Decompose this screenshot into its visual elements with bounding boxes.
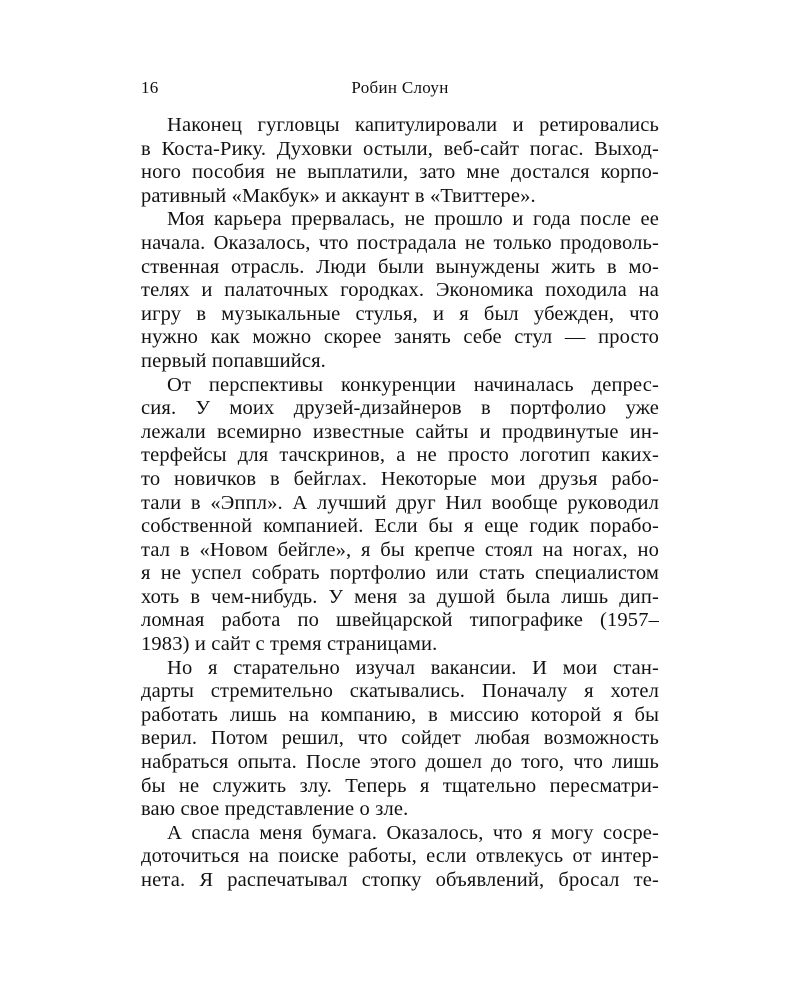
text-line: хоть в чем-нибудь. У меня за душой была лишь дип-	[141, 585, 659, 608]
text-line: ломная работа по швейцарской типографике (1957–	[141, 609, 659, 632]
text-line: верил. Потом решил, что сойдет любая возможность	[141, 727, 659, 750]
text-line: телях и палаточных городках. Экономика походила на	[141, 279, 659, 302]
text-line: начала. Оказалось, что пострадала не только продоволь-	[141, 231, 659, 254]
text-line: в Коста-Рику. Духовки остыли, веб-сайт погас. Выход-	[141, 137, 659, 160]
text-line: 1983) и сайт с тремя страницами.	[141, 633, 438, 656]
text-line: Но я старательно изучал вакансии. И мои стан-	[167, 656, 659, 679]
text-line: ственная отрасль. Люди были вынуждены жить в мо-	[141, 255, 659, 278]
text-line: лежали всемирно известные сайты и продвинутые ин-	[141, 420, 659, 443]
text-line: ваю свое представление о зле.	[141, 798, 409, 821]
text-line: терфейсы для тачскринов, а не просто логотип каких-	[141, 444, 659, 467]
text-line: набраться опыта. После этого дошел до того, что лишь	[141, 751, 659, 774]
running-title: Робин Слоун	[351, 78, 449, 97]
text-line: работать лишь на компанию, в миссию которой я бы	[141, 703, 659, 726]
text-line: А спасла меня бумага. Оказалось, что я могу сосре-	[167, 821, 659, 844]
text-line: От перспективы конкуренции начиналась депрес-	[167, 373, 659, 396]
text-line: ного пособия не выплатили, зато мне достался корпо-	[141, 161, 659, 184]
text-line: сия. У моих друзей-дизайнеров в портфолио уже	[141, 397, 659, 420]
page-number: 16	[141, 78, 159, 97]
text-line: ративный «Макбук» и аккаунт в «Твиттере».	[141, 184, 536, 207]
text-line: Моя карьера прервалась, не прошло и года после ее	[167, 208, 659, 231]
text-line: собственной компанией. Если бы я еще годик порабо-	[141, 515, 659, 538]
text-line: нужно как можно скорее занять себе стул — просто	[141, 326, 659, 349]
text-line: первый попавшийся.	[141, 349, 326, 372]
text-line: бы не служить злу. Теперь я тщательно пересматри-	[141, 774, 659, 797]
running-head	[141, 70, 659, 106]
text-line: то новичков в бейглах. Некоторые мои друзья рабо-	[141, 467, 659, 490]
text-line: дарты стремительно скатывались. Поначалу я хотел	[141, 680, 659, 703]
text-line: тали в «Эппл». А лучший друг Нил вообще руководил	[141, 491, 659, 514]
text-line: я не успел собрать портфолио или стать специалистом	[141, 562, 659, 585]
text-line: Наконец гугловцы капитулировали и ретировались	[167, 114, 659, 136]
body-text	[141, 114, 659, 893]
text-line: игру в музыкальные стулья, и я был убежден, что	[141, 302, 659, 325]
text-line: нета. Я распечатывал стопку объявлений, бросал те-	[141, 869, 659, 891]
text-line: доточиться на поиске работы, если отвлекусь от интер-	[141, 845, 659, 868]
book-page	[141, 70, 659, 950]
text-line: тал в «Новом бейгле», я бы крепче стоял на ногах, но	[141, 538, 659, 561]
